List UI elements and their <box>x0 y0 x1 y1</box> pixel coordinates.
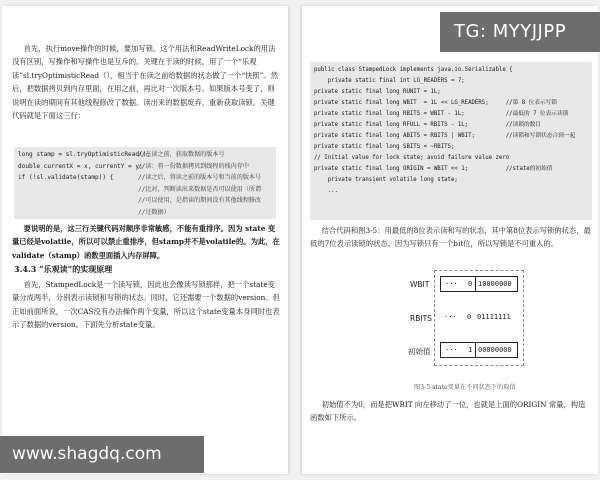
code-line: ... <box>314 188 338 194</box>
code-line: private static final long RBITS = WBIT - 1L; //最低的 7 位表示读锁 <box>314 111 569 117</box>
code-line: //可以使用，是指读的期间没有其他线程修改 <box>138 197 262 205</box>
code-line: private static final long WBIT = 1L << LG_READERS; //第 8 位表示写锁 <box>314 100 557 106</box>
code-line: private static final long SBITS = ~RBITS; <box>314 144 455 150</box>
diagram-row-rbits: ··· 0 01111111 <box>444 313 511 321</box>
state-diagram <box>302 270 598 400</box>
code-line: private static final long ABITS = RBITS | WBIT; //读锁和写锁状态合到一起 <box>314 133 576 139</box>
watermark-top: TG: MYYJJPP <box>440 12 600 52</box>
code-line: private static final long RFULL = RBITS - 1L; //读锁的数目 <box>314 122 542 128</box>
diagram-row-wbit: ··· 0 10000000 <box>440 276 518 292</box>
diagram-label-rbits: RBITS <box>410 314 432 323</box>
bits-paragraph: 结合代码和图3-5：用最低的8位表示读和写的状态，其中第8位表示写锁的状态，最低的7位表示读锁的状态。因为写锁只有一个bit位，所以写锁是不可重入的。 <box>310 226 591 249</box>
intro-paragraph: 首先，执行move操作的时候，要加写锁。这个用法和ReadWriteLock的用法没有区别，写操作和写操作也是互斥的。关键在于读的时候，用了一个“乐观读”sl.tryOptimisticRead（），相当于在读之前给数据的状态做了一个“快照”。然后，把数据拷贝到内存里面，在用之前，再比对一次版本号。如果版本号变了，则说明在读的期间有其他线程修改了数据。读出来的数据废弃，重新获取读锁。关键代码就是下面这三行： <box>12 44 279 121</box>
diagram-caption: 图3-5 state变量在不同状态下的取值 <box>414 384 516 391</box>
diagram-row-origin: ··· 1 00000000 <box>440 342 518 358</box>
left-code-block <box>14 147 276 219</box>
diagram-label-wbit: WBIT <box>410 280 430 289</box>
left-page <box>2 6 288 474</box>
state-paragraph: 首先，StampedLock是一个读写锁，因此也会像读写锁那样，把一个state变量分成两半，分别表示读锁和写锁的状态。同时，它还需要一个数据的version。但正如前面所说，一次CAS没有办法操作两个变量，所以这个state变量本身同时也表示了数据的version。下面先分析state变量。 <box>12 280 280 330</box>
diagram-label-origin: 初始值 <box>408 347 431 356</box>
code-line: double currentX = x, currentY = y; //读：将一份数据拷贝到线程的栈内存中 <box>18 162 249 170</box>
section-title: 3.4.3 “乐观读”的实现原理 <box>14 264 113 274</box>
code-line: //比对，判断读出来数据是否可以使用（所谓 <box>138 185 262 193</box>
code-line: private transient volatile long state; <box>314 177 458 183</box>
origin-paragraph: 初始值不为0，而是把WBIT 向左移动了一位，也就是上面的ORIGIN 常量，构造函数如下所示。 <box>310 400 586 423</box>
diagram-dashed-frame <box>434 270 524 366</box>
code-line: private static final long RUNIT = 1L; <box>314 89 441 95</box>
volatile-note: 要说明的是，这三行关键代码对顺序非常敏感，不能有重排序。因为 state 变量已经是volatile，所以可以禁止重排序，但stamp并不是volatile的。为此，在validate（stamp）函数里面插入内存屏障。 <box>12 224 280 260</box>
code-line: long stamp = sl.tryOptimisticRead(); //在读之前，获取数据的版本号 <box>18 151 225 158</box>
watermark-bottom: www.shagdq.com <box>0 436 204 473</box>
code-line: //过数据） <box>138 208 170 216</box>
code-line: // Initial value for lock state; avoid failure value zero <box>314 155 510 161</box>
right-page <box>302 6 598 474</box>
right-code-block <box>310 62 592 220</box>
code-line: private static final int LG_READERS = 7; <box>314 78 465 84</box>
code-line: private static final long ORIGIN = WBIT << 1; //state的初始值 <box>314 166 553 172</box>
code-line: public class StampedLock implements java.io.Serializable { <box>314 67 513 73</box>
code-line: if (!sl.validate(stamp)) { //读之后，将读之前的版本号和当前的版本号 <box>18 174 262 182</box>
